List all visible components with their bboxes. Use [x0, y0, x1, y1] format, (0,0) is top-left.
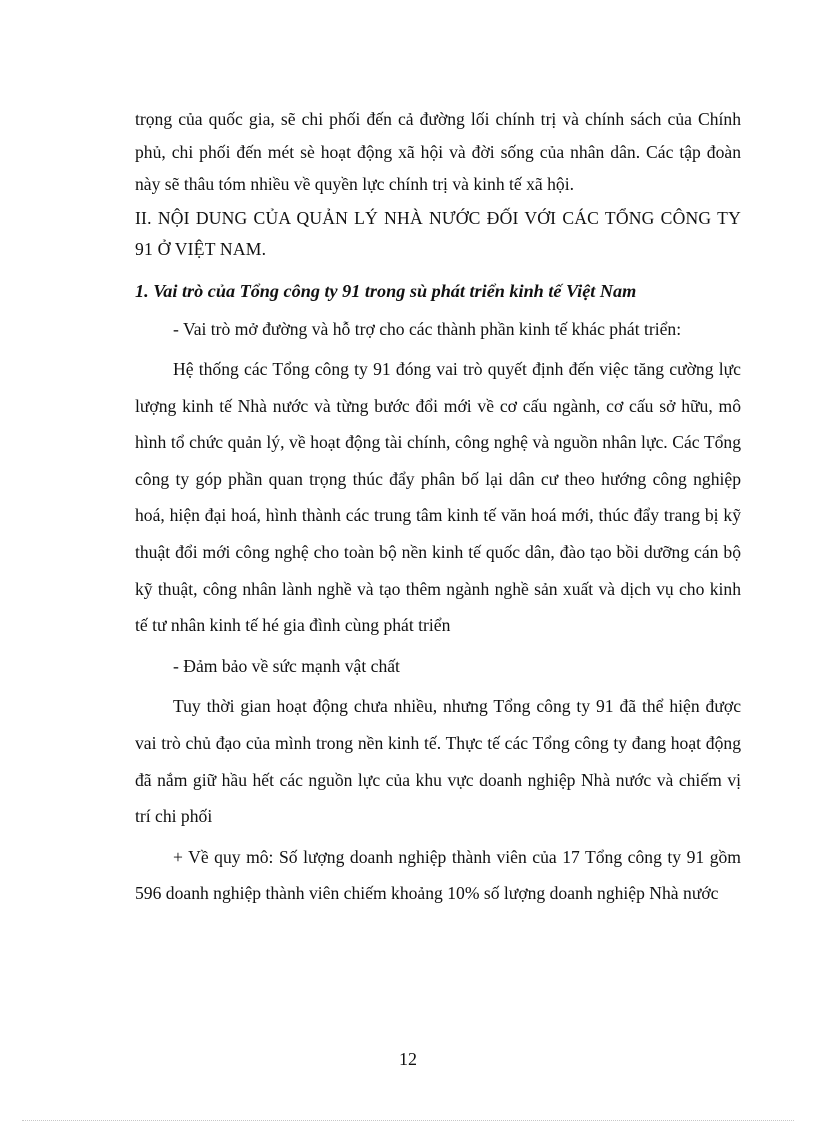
paragraph-scale: + Về quy mô: Số lượng doanh nghiệp thành viên của 17 Tổng công ty 91 gồm 596 doanh nghiệp thành viên chiếm khoảng 10% số lượng doanh nghiệp Nhà nước [135, 846, 741, 904]
paragraph-system-role: Hệ thống các Tổng công ty 91 đóng vai trò quyết định đến việc tăng cường lực lượng kinh tế Nhà nước và từng bước đổi mới về cơ cấu ngành, cơ cấu sở hữu, mô hình tổ chức quản lý, về hoạt động tài chính, công nghệ và nguồn nhân lực. Các Tổng công ty góp phần quan trọng thúc đẩy phân bố lại dân cư theo hướng công nghiệp hoá, hiện đại hoá, hình thành các trung tâm kinh tế văn hoá mới, thúc đẩy trang bị kỹ thuật đổi mới công nghệ cho toàn bộ nền kinh tế quốc dân, đào tạo bồi dưỡng cán bộ kỹ thuật, công nhân lành nghề và tạo thêm ngành nghề sản xuất và dịch vụ cho kinh tế tư nhân kinh tế hé gia đình cùng phát triển [135, 359, 741, 636]
bullet-material-strength: - Đảm bảo về sức mạnh vật chất [173, 655, 400, 676]
continuation-paragraph: trọng của quốc gia, sẽ chi phối đến cả đường lối chính trị và chính sách của Chính phủ, chi phối đến mét sè hoạt động xã hội và đời sống của nhân dân. Các tập đoàn này sẽ thâu tóm nhiều về quyền lực chính trị và kinh tế xã hội. [135, 109, 741, 194]
page-body [135, 103, 741, 912]
section-heading: II. NỘI DUNG CỦA QUẢN LÝ NHÀ NƯỚC ĐỐI VỚI CÁC TỔNG CÔNG TY 91 Ở VIỆT NAM. [135, 207, 741, 259]
page-number: 12 [399, 1049, 417, 1069]
page-bottom-divider [22, 1120, 794, 1121]
bullet-role-pioneering: - Vai trò mở đường và hỗ trợ cho các thành phần kinh tế khác phát triển: [173, 318, 682, 339]
paragraph-leading-role: Tuy thời gian hoạt động chưa nhiều, nhưng Tổng công ty 91 đã thể hiện được vai trò chủ đạo của mình trong nền kinh tế. Thực tế các Tổng công ty đang hoạt động đã nắm giữ hầu hết các nguồn lực của khu vực doanh nghiệp Nhà nước và chiếm vị trí chi phối [135, 696, 741, 827]
subsection-title: 1. Vai trò của Tổng công ty 91 trong sù phát triển kinh tế Việt Nam [135, 280, 637, 301]
